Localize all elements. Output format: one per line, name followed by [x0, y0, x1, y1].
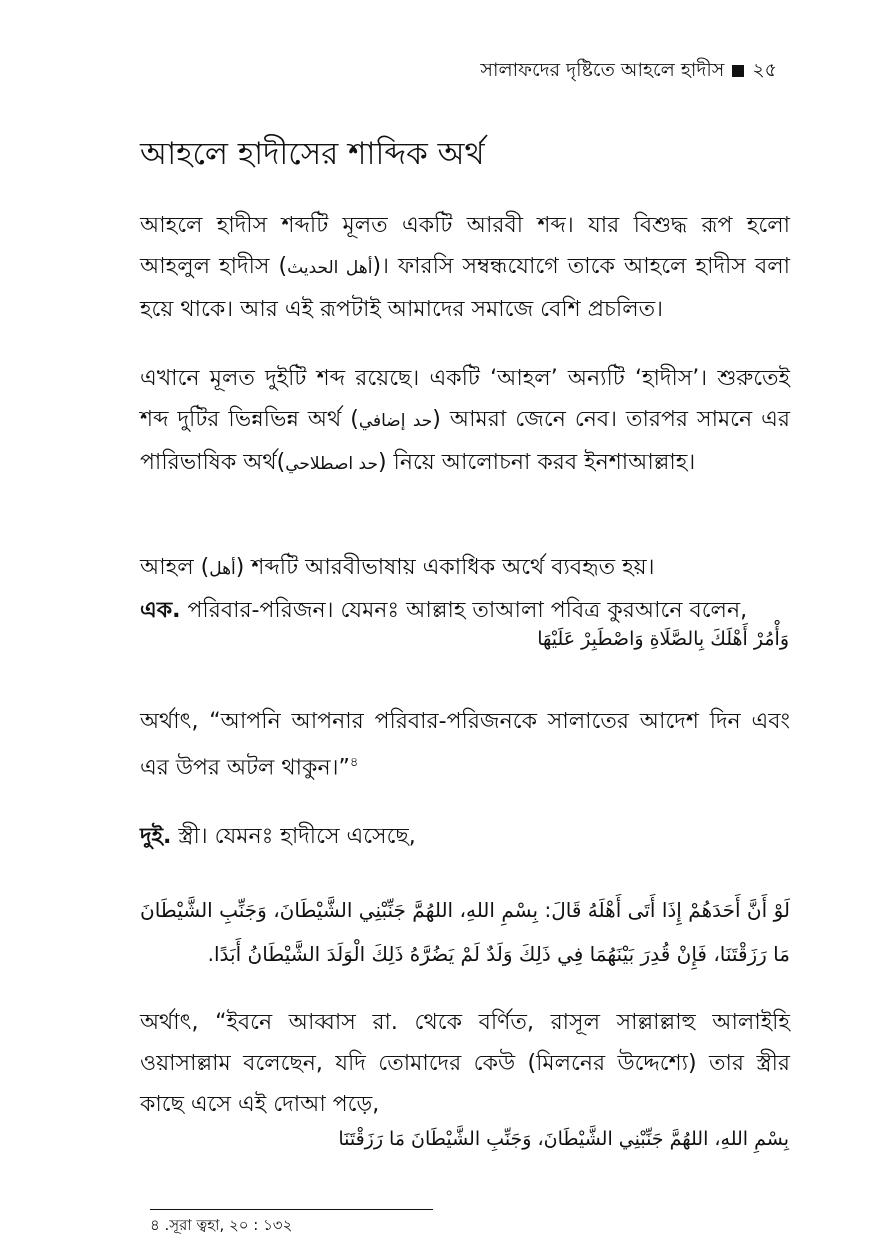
- p3-text-a: আহল (: [140, 555, 210, 580]
- quran-verse: وَأْمُرْ أَهْلَكَ بِالصَّلَاةِ وَاصْطَبِرْ عَلَيْهَا: [537, 628, 789, 650]
- p3-enum-label: এক.: [140, 598, 181, 623]
- p1-arabic: أهل الحديث: [287, 258, 373, 278]
- paragraph-5: [140, 816, 790, 857]
- paragraph-4: [140, 701, 790, 788]
- footnote-divider: [150, 1209, 433, 1210]
- hadith-arabic: لَوْ أَنَّ أَحَدَهُمْ إِذَا أَتَى أَهْلَهُ قَالَ: بِسْمِ اللهِ، اللهُمَّ جَنِّبْنِي الشَّيْطَانَ، وَجَنِّبِ الشَّيْطَانَ مَا رَزَقْتَنَا، فَإِنْ قُدِرَ بَيْنَهُمَا فِي ذَلِكَ وَلَدٌ لَمْ يَضُرَّهُ ذَلِكَ الْوَلَدَ الشَّيْطَانُ أَبَدًا.: [140, 898, 790, 966]
- p6-text: অর্থাৎ, “ইবনে আব্বাস রা. থেকে বর্ণিত, রাসূল সাল্লাল্লাহু আলাইহি ওয়াসাল্লাম বলেছেন, যদি তোমাদের কেউ (মিলনের উদ্দেশ্যে) তার স্ত্রীর কাছে এসে এই দোআ পড়ে,: [140, 1010, 790, 1117]
- p2-arabic-1: حد إضافي: [358, 411, 433, 431]
- p5-text: স্ত্রী। যেমনঃ হাদীসে এসেছে,: [171, 824, 416, 849]
- running-header: [480, 56, 777, 88]
- page-number: ২৫: [752, 59, 777, 81]
- paragraph-3: [140, 547, 790, 631]
- p1-text-a: আহলে হাদীস শব্দটি মূলত একটি আরবী শব্দ। যার বিশুদ্ধ রূপ হলো আহলুল হাদীস (: [140, 213, 790, 279]
- p3-text-b: ) শব্দটি আরবীভাষায় একাধিক অর্থে ব্যবহৃত হয়।: [235, 555, 655, 580]
- footnote: ৪ .সূরা ত্বহা, ২০ : ১৩২: [150, 1216, 293, 1234]
- p4-text: অর্থাৎ, “আপনি আপনার পরিবার-পরিজনকে সালাতের আদেশ দিন এবং এর উপর অটল থাকুন।”: [140, 709, 790, 781]
- p3-arabic: أهل: [209, 559, 236, 579]
- p3-line-2-text: পরিবার-পরিজন। যেমনঃ আল্লাহ তাআলা পবিত্র কুরআনে বলেন,: [180, 598, 748, 623]
- section-title: আহলে হাদীসের শাব্দিক অর্থ: [140, 136, 485, 172]
- paragraph-2: [140, 358, 790, 485]
- running-title: সালাফদের দৃষ্টিতে আহলে হাদীস: [480, 59, 725, 81]
- paragraph-1: [140, 205, 790, 330]
- p3-line-1: [140, 547, 790, 590]
- footnote-mark: ৪: [349, 755, 359, 770]
- p2-text-a: এখানে মূলত দুইটি শব্দ রয়েছে। একটি ‘আহল’ অন্যটি ‘হাদীস’। শুরুতেই শব্দ দুটির ভিন্নভিন্ন অর্থ (: [140, 366, 790, 432]
- square-bullet-icon: [732, 65, 744, 77]
- p5-enum-label: দুই.: [140, 824, 172, 849]
- dua-arabic: بِسْمِ اللهِ، اللهُمَّ جَنِّبْنِي الشَّيْطَانَ، وَجَنِّبِ الشَّيْطَانَ مَا رَزَقْتَنَا: [338, 1128, 789, 1150]
- paragraph-6: [140, 1002, 790, 1125]
- p1-text-b: )। ফারসি সম্বন্ধযোগে তাকে আহলে হাদীস বলা হয়ে থাকে। আর এই রূপটাই আমাদের সমাজে বেশি প্রচলিত।: [140, 254, 790, 322]
- p2-arabic-2: حد اصطلاحي: [285, 454, 378, 474]
- p3-line-2: [140, 590, 790, 631]
- p2-text-b: ) আমরা জেনে নেব। তারপর সামনে এর পারিভাষিক অর্থ(: [140, 407, 790, 475]
- p2-text-c: ) নিয়ে আলোচনা করব ইনশাআল্লাহ।: [377, 450, 696, 475]
